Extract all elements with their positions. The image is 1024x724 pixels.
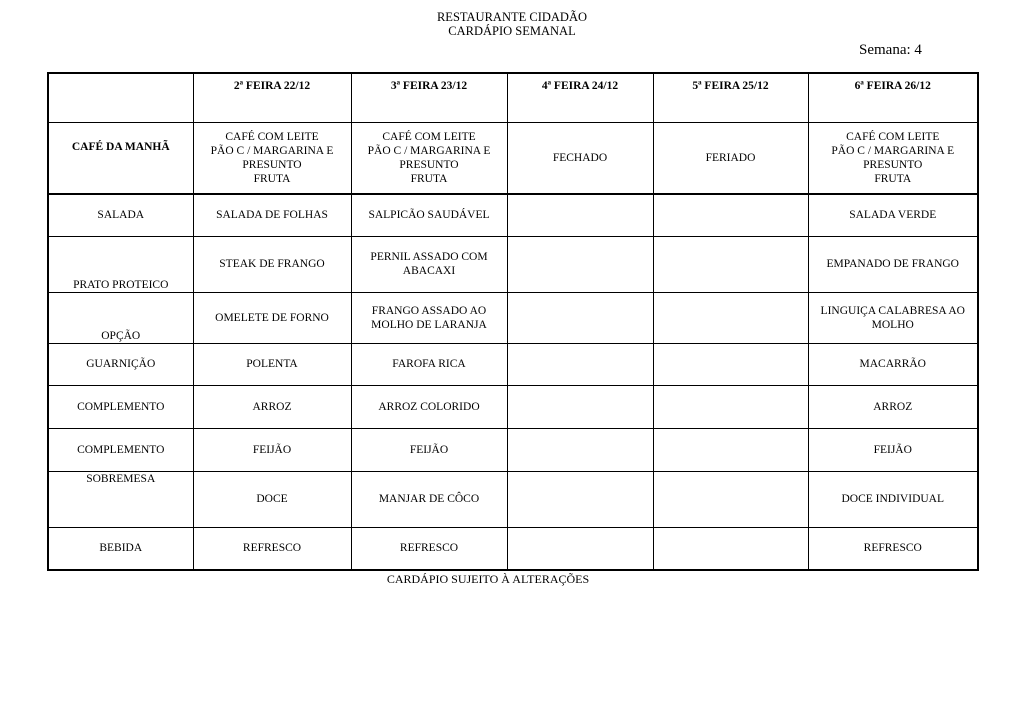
menu-cell-friday	[808, 292, 978, 343]
weekly-menu-table	[47, 72, 979, 571]
menu-cell-tuesday	[351, 471, 507, 527]
menu-item-line: PRESUNTO	[863, 158, 923, 171]
menu-cell-friday	[808, 343, 978, 385]
menu-item-line: DOCE	[256, 493, 288, 505]
menu-cell-thursday	[653, 385, 808, 428]
menu-item-line: PÃO C / MARGARINA E	[367, 144, 491, 157]
menu-cell-wednesday	[507, 527, 653, 570]
menu-item-line: PÃO C / MARGARINA E	[831, 144, 955, 157]
menu-item-line: MOLHO DE LARANJA	[371, 318, 487, 331]
menu-cell-friday	[808, 527, 978, 570]
menu-item-line: ARROZ COLORIDO	[378, 400, 480, 413]
day-header-monday: 2ª FEIRA 22/12	[193, 73, 351, 122]
menu-cell-thursday	[653, 292, 808, 343]
menu-item-line: ARROZ	[873, 400, 913, 413]
menu-cell-wednesday	[507, 385, 653, 428]
menu-item-line: REFRESCO	[399, 542, 459, 555]
menu-row	[48, 471, 978, 527]
menu-item-line: FECHADO	[552, 151, 608, 164]
row-label: GUARNIÇÃO	[48, 343, 193, 385]
breakfast-cell-tuesday	[351, 122, 507, 194]
menu-item-line: FRANGO ASSADO AO	[371, 304, 487, 317]
week-number: Semana: 4	[859, 42, 922, 58]
menu-cell-wednesday	[507, 428, 653, 471]
menu-item-line: SALPICÃO SAUDÁVEL	[368, 209, 490, 222]
menu-cell-monday	[193, 343, 351, 385]
menu-row	[48, 236, 978, 292]
menu-cell-wednesday	[507, 236, 653, 292]
menu-cell-thursday	[653, 471, 808, 527]
menu-item-line: FRUTA	[874, 172, 912, 185]
menu-row	[48, 527, 978, 570]
menu-cell-friday	[808, 194, 978, 236]
breakfast-row	[48, 122, 978, 194]
day-header-wednesday: 4ª FEIRA 24/12	[507, 73, 653, 122]
menu-row	[48, 292, 978, 343]
menu-item-line: FRUTA	[410, 172, 448, 185]
menu-item-line: FEIJÃO	[873, 443, 912, 456]
row-label: COMPLEMENTO	[48, 385, 193, 428]
breakfast-cell-thursday	[653, 122, 808, 194]
menu-item-line: CAFÉ COM LEITE	[846, 130, 940, 143]
menu-item-line: SALADA VERDE	[849, 209, 937, 222]
menu-cell-tuesday	[351, 343, 507, 385]
menu-cell-tuesday	[351, 194, 507, 236]
header-row	[48, 73, 978, 122]
menu-item-line: EMPANADO DE FRANGO	[826, 258, 959, 270]
menu-subtitle: CARDÁPIO SEMANAL	[448, 24, 576, 38]
menu-item-line: PRESUNTO	[242, 158, 302, 171]
menu-item-line: FAROFA RICA	[392, 358, 466, 370]
menu-row	[48, 428, 978, 471]
menu-row	[48, 343, 978, 385]
menu-item-line: STEAK DE FRANGO	[219, 258, 325, 270]
row-label: COMPLEMENTO	[48, 428, 193, 471]
menu-cell-tuesday	[351, 428, 507, 471]
menu-cell-thursday	[653, 428, 808, 471]
menu-cell-thursday	[653, 194, 808, 236]
row-label: SOBREMESA	[48, 471, 193, 527]
menu-row	[48, 194, 978, 236]
menu-row	[48, 385, 978, 428]
menu-item-line: FEIJÃO	[252, 443, 292, 456]
menu-cell-thursday	[653, 527, 808, 570]
menu-cell-wednesday	[507, 292, 653, 343]
menu-cell-thursday	[653, 236, 808, 292]
day-header-tuesday: 3ª FEIRA 23/12	[351, 73, 507, 122]
breakfast-cell-wednesday	[507, 122, 653, 194]
row-label: OPÇÃO	[48, 292, 193, 343]
restaurant-title: RESTAURANTE CIDADÃO	[436, 10, 588, 24]
menu-cell-friday	[808, 236, 978, 292]
menu-cell-monday	[193, 527, 351, 570]
menu-cell-tuesday	[351, 236, 507, 292]
menu-item-line: FRUTA	[253, 172, 291, 185]
menu-cell-monday	[193, 292, 351, 343]
menu-item-line: REFRESCO	[242, 542, 302, 555]
menu-cell-monday	[193, 236, 351, 292]
menu-item-line: PRESUNTO	[399, 158, 459, 171]
menu-item-line: MANJAR DE CÔCO	[378, 493, 480, 505]
menu-cell-wednesday	[507, 194, 653, 236]
menu-cell-tuesday	[351, 292, 507, 343]
menu-item-line: CAFÉ COM LEITE	[382, 130, 476, 143]
breakfast-cell-monday	[193, 122, 351, 194]
menu-item-line: MOLHO	[871, 318, 914, 331]
menu-cell-wednesday	[507, 471, 653, 527]
row-label: PRATO PROTEICO	[48, 236, 193, 292]
menu-cell-friday	[808, 471, 978, 527]
menu-item-line: PÃO C / MARGARINA E	[210, 144, 334, 157]
menu-cell-thursday	[653, 343, 808, 385]
menu-cell-tuesday	[351, 385, 507, 428]
menu-cell-friday	[808, 385, 978, 428]
menu-item-line: POLENTA	[246, 358, 298, 370]
day-header-thursday: 5ª FEIRA 25/12	[653, 73, 808, 122]
menu-item-line: PERNIL ASSADO COM	[370, 251, 488, 263]
menu-cell-monday	[193, 385, 351, 428]
corner-cell	[48, 73, 193, 122]
row-label-breakfast: CAFÉ DA MANHÃ	[48, 122, 193, 194]
row-label: BEBIDA	[48, 527, 193, 570]
menu-cell-monday	[193, 428, 351, 471]
menu-item-line: SALADA DE FOLHAS	[216, 209, 328, 222]
menu-item-line: ARROZ	[252, 400, 292, 413]
menu-item-line: REFRESCO	[863, 542, 922, 555]
menu-item-line: CAFÉ COM LEITE	[225, 130, 319, 143]
menu-item-line: OMELETE DE FORNO	[215, 311, 329, 324]
menu-item-line: FEIJÃO	[409, 443, 449, 456]
menu-cell-monday	[193, 194, 351, 236]
menu-item-line: MACARRÃO	[859, 358, 926, 370]
menu-cell-monday	[193, 471, 351, 527]
menu-item-line: LINGUIÇA CALABRESA AO	[820, 304, 965, 317]
menu-item-line: ABACAXI	[402, 265, 456, 277]
menu-item-line: FERIADO	[705, 151, 756, 164]
breakfast-cell-friday	[808, 122, 978, 194]
menu-item-line: DOCE INDIVIDUAL	[841, 493, 945, 505]
menu-disclaimer: CARDÁPIO SUJEITO À ALTERAÇÕES	[386, 572, 590, 586]
menu-cell-friday	[808, 428, 978, 471]
menu-cell-wednesday	[507, 343, 653, 385]
menu-cell-tuesday	[351, 527, 507, 570]
row-label: SALADA	[48, 194, 193, 236]
day-header-friday: 6ª FEIRA 26/12	[808, 73, 978, 122]
